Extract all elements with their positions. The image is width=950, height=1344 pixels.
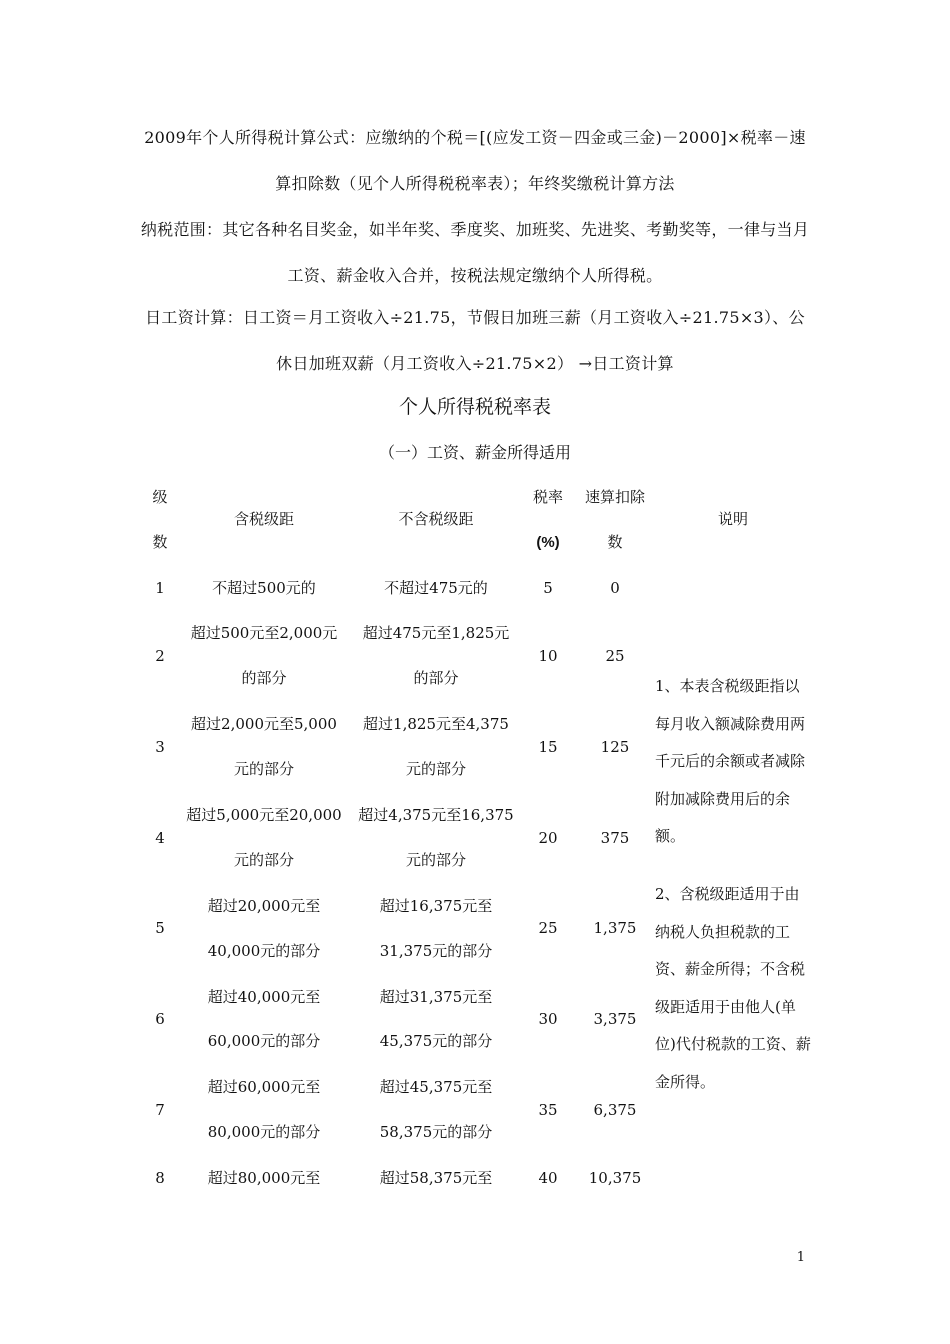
page-number: 1 bbox=[796, 1250, 805, 1265]
row3-level: 3 bbox=[155, 738, 165, 756]
note-2: 2、含税级距适用于由纳税人负担税款的工资、薪金所得；不含税级距适用于由他人(单位)代付税款的工资、薪金所得。 bbox=[655, 885, 811, 1091]
row4-level: 4 bbox=[155, 829, 165, 847]
header-level-1: 级 bbox=[152, 488, 168, 506]
row3-taxable-1: 超过2,000元至5,000 bbox=[191, 715, 337, 733]
header-rate-2: (%) bbox=[536, 534, 560, 551]
row6-taxable-1: 超过40,000元至 bbox=[207, 988, 321, 1006]
row6-level: 6 bbox=[155, 1010, 165, 1028]
scope-paragraph: 纳税范围：其它各种名目奖金，如半年奖、季度奖、加班奖、先进奖、考勤奖等，一律与当月工资、薪金收入合并，按税法规定缴纳个人所得税。 bbox=[140, 220, 810, 285]
row7-taxable-2: 80,000元的部分 bbox=[207, 1123, 321, 1141]
row4-deduct: 375 bbox=[600, 829, 630, 847]
row5-taxable-2: 40,000元的部分 bbox=[207, 942, 321, 960]
row1-level: 1 bbox=[155, 579, 165, 597]
header-rate-1: 税率 bbox=[532, 488, 563, 506]
table-subtitle: （一）工资、薪金所得适用 bbox=[378, 443, 571, 462]
row6-rate: 30 bbox=[538, 1010, 558, 1028]
header-nontaxable: 不含税级距 bbox=[398, 510, 474, 528]
row2-nontaxable-1: 超过475元至1,825元 bbox=[362, 624, 510, 642]
row5-rate: 25 bbox=[538, 919, 558, 937]
row8-deduct: 10,375 bbox=[588, 1169, 642, 1187]
row4-taxable-1: 超过5,000元至20,000 bbox=[186, 806, 342, 824]
row6-taxable-2: 60,000元的部分 bbox=[207, 1032, 321, 1050]
row1-nontaxable: 不超过475元的 bbox=[384, 579, 488, 597]
row5-nontaxable-2: 31,375元的部分 bbox=[379, 942, 493, 960]
row3-taxable-2: 元的部分 bbox=[233, 760, 294, 778]
row4-rate: 20 bbox=[538, 829, 558, 847]
row7-taxable-1: 超过60,000元至 bbox=[207, 1078, 321, 1096]
row8-rate: 40 bbox=[538, 1169, 558, 1187]
row5-taxable-1: 超过20,000元至 bbox=[207, 897, 321, 915]
row6-nontaxable-1: 超过31,375元至 bbox=[379, 988, 493, 1006]
row1-taxable: 不超过500元的 bbox=[212, 579, 316, 597]
row2-taxable-1: 超过500元至2,000元 bbox=[190, 624, 338, 642]
row4-nontaxable-2: 元的部分 bbox=[405, 851, 466, 869]
row3-nontaxable-2: 元的部分 bbox=[405, 760, 466, 778]
row2-rate: 10 bbox=[538, 647, 558, 665]
header-note: 说明 bbox=[717, 510, 748, 528]
row8-taxable-1: 超过80,000元至 bbox=[207, 1169, 321, 1187]
row1-deduct: 0 bbox=[610, 579, 620, 597]
row7-nontaxable-1: 超过45,375元至 bbox=[379, 1078, 493, 1096]
table-title: 个人所得税税率表 bbox=[398, 396, 551, 418]
row6-deduct: 3,375 bbox=[593, 1010, 637, 1028]
row5-level: 5 bbox=[155, 919, 165, 937]
header-deduct-2: 数 bbox=[607, 533, 623, 551]
header-taxable: 含税级距 bbox=[233, 510, 294, 528]
row8-level: 8 bbox=[155, 1169, 165, 1187]
formula-paragraph: 2009年个人所得税计算公式：应缴纳的个税＝[(应发工资－四金或三金)－2000]×税率－速算扣除数（见个人所得税税率表）；年终奖缴税计算方法 bbox=[144, 128, 806, 193]
row1-rate: 5 bbox=[543, 579, 553, 597]
header-level-2: 数 bbox=[152, 533, 168, 551]
row4-taxable-2: 元的部分 bbox=[233, 851, 294, 869]
row2-taxable-2: 的部分 bbox=[241, 669, 287, 687]
note-1: 1、本表含税级距指以每月收入额减除费用两千元后的余额或者减除附加减除费用后的余额。 bbox=[655, 677, 806, 845]
row8-nontaxable-1: 超过58,375元至 bbox=[379, 1169, 493, 1187]
row2-nontaxable-2: 的部分 bbox=[413, 669, 459, 687]
header-deduct-1: 速算扣除 bbox=[584, 488, 645, 506]
row2-level: 2 bbox=[155, 647, 165, 665]
daily-wage-paragraph: 日工资计算：日工资＝月工资收入÷21.75，节假日加班三薪（月工资收入÷21.75×3）、公休日加班双薪（月工资收入÷21.75×2） →日工资计算 bbox=[145, 308, 805, 373]
row6-nontaxable-2: 45,375元的部分 bbox=[379, 1032, 493, 1050]
row4-nontaxable-1: 超过4,375元至16,375 bbox=[358, 806, 514, 824]
row3-deduct: 125 bbox=[600, 738, 630, 756]
row3-nontaxable-1: 超过1,825元至4,375 bbox=[363, 715, 509, 733]
row5-nontaxable-1: 超过16,375元至 bbox=[379, 897, 493, 915]
row7-deduct: 6,375 bbox=[593, 1101, 637, 1119]
row7-level: 7 bbox=[155, 1101, 165, 1119]
row3-rate: 15 bbox=[538, 738, 558, 756]
row2-deduct: 25 bbox=[605, 647, 625, 665]
row7-rate: 35 bbox=[538, 1101, 558, 1119]
row7-nontaxable-2: 58,375元的部分 bbox=[379, 1123, 493, 1141]
row5-deduct: 1,375 bbox=[593, 919, 637, 937]
